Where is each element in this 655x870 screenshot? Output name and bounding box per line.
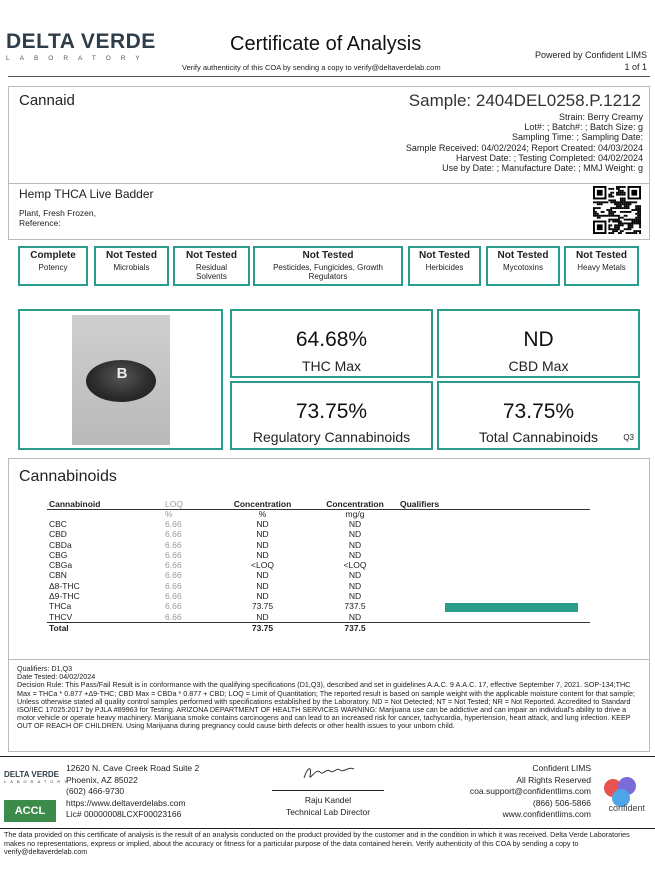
test-label: Mycotoxins bbox=[502, 263, 543, 272]
lims-rights: All Rights Reserved bbox=[516, 774, 591, 785]
cell-concentration-mg: ND bbox=[348, 591, 362, 602]
test-tile-heavy-metals bbox=[564, 246, 639, 286]
test-tile-potency bbox=[18, 246, 88, 286]
cell-cannabinoid: Δ9-THC bbox=[49, 591, 80, 602]
total-label: Total Cannabinoids bbox=[478, 429, 599, 445]
table-row bbox=[47, 570, 590, 580]
cell-concentration-pct: ND bbox=[256, 570, 269, 581]
cell-loq bbox=[165, 622, 215, 633]
test-status: Not Tested bbox=[576, 250, 627, 261]
total-value: 73.75% bbox=[502, 400, 575, 423]
product-photo bbox=[72, 315, 170, 445]
signature-line bbox=[272, 790, 384, 791]
table-row bbox=[47, 540, 590, 550]
lab-logo-word: DELTA VERDE bbox=[6, 30, 156, 53]
disclaimer-text: The data provided on this certificate of analysis is the result of an analysis conducted on the product provided by the customer and in the condition in which it was received. Delta Verde Laboratories makes no representations, express or implied, about the accuracy or fitness for a particular purpose of the data contained herein. Verify authenticity of this COA by sending a copy to verify@deltaverdelab.com bbox=[4, 830, 630, 857]
client-name: Cannaid bbox=[19, 92, 75, 109]
qualifiers-note: Qualifiers: D1,Q3 bbox=[17, 664, 73, 673]
col-concentration-pct: Concentration bbox=[215, 499, 310, 510]
signature-icon bbox=[300, 762, 360, 784]
cell-cannabinoid: CBN bbox=[49, 570, 67, 581]
cell-qualifiers bbox=[400, 550, 590, 560]
product-type: Plant, Fresh Frozen, bbox=[19, 208, 97, 218]
cell-cannabinoid: THCa bbox=[49, 601, 72, 612]
units-row bbox=[47, 510, 590, 520]
meta-sampling: Sampling Time: ; Sampling Date: bbox=[511, 132, 643, 143]
cell-loq: 6.66 bbox=[165, 570, 182, 581]
cell-loq: 6.66 bbox=[165, 529, 182, 540]
cell-cannabinoid: CBGa bbox=[49, 560, 73, 571]
jar-image bbox=[86, 360, 156, 402]
client-section bbox=[8, 86, 650, 184]
jar-logo-icon: B bbox=[116, 365, 128, 382]
regulatory-value: 73.75% bbox=[295, 400, 368, 423]
footer-logo-sub: LABORATORY bbox=[4, 779, 71, 784]
cell-concentration-mg: ND bbox=[348, 519, 362, 529]
product-description bbox=[19, 209, 96, 228]
thc-max-value: 64.68% bbox=[295, 328, 368, 351]
cell-cannabinoid: THCV bbox=[49, 611, 73, 622]
table-row bbox=[47, 601, 590, 611]
test-status: Not Tested bbox=[497, 250, 549, 261]
test-label: Pesticides, Fungicides, Growth Regulators bbox=[273, 263, 383, 281]
unit-concentration-pct: % bbox=[258, 509, 267, 519]
lims-website[interactable]: www.confidentlims.com bbox=[502, 809, 591, 819]
meta-useby: Use by Date: ; Manufacture Date: ; MMJ Weight: g bbox=[442, 163, 643, 174]
test-tile-solvents bbox=[173, 246, 250, 286]
cell-qualifiers bbox=[400, 529, 590, 539]
director-name: Raju Kandel bbox=[304, 795, 352, 805]
test-label: Herbicides bbox=[425, 263, 464, 272]
test-label: Residual Solvents bbox=[195, 263, 228, 281]
lims-email[interactable]: coa.support@confidentlims.com bbox=[469, 786, 591, 796]
cell-qualifiers bbox=[400, 622, 590, 633]
test-status: Not Tested bbox=[302, 250, 354, 261]
lims-phone: (866) 506-5866 bbox=[532, 797, 591, 808]
test-tile-herbicides bbox=[408, 246, 481, 286]
test-tile-pesticides bbox=[253, 246, 403, 286]
cannabinoids-table bbox=[47, 499, 590, 633]
meta-lot: Lot#: ; Batch#: ; Batch Size: g bbox=[524, 122, 643, 133]
unit-loq: % bbox=[165, 509, 173, 519]
cell-loq: 6.66 bbox=[165, 519, 182, 529]
cell-concentration-pct: ND bbox=[256, 519, 269, 529]
cell-concentration-pct: <LOQ bbox=[251, 560, 274, 571]
notes-text bbox=[17, 665, 645, 731]
cell-loq: 6.66 bbox=[165, 611, 182, 622]
lab-logo bbox=[6, 30, 181, 70]
table-row bbox=[47, 581, 590, 591]
unit-concentration-mg: mg/g bbox=[345, 509, 365, 519]
cell-qualifiers bbox=[400, 540, 590, 550]
lab-address bbox=[66, 763, 199, 821]
cell-qualifiers bbox=[400, 581, 590, 591]
cbd-max-label: CBD Max bbox=[508, 358, 569, 374]
cell-concentration-mg: ND bbox=[348, 549, 362, 560]
cell-concentration-mg: 737.5 bbox=[344, 601, 366, 612]
cbd-max-panel bbox=[437, 309, 640, 378]
sample-metadata bbox=[406, 112, 643, 173]
cell-loq: 6.66 bbox=[165, 580, 182, 591]
regulatory-label: Regulatory Cannabinoids bbox=[252, 429, 411, 445]
footer-lab-logo bbox=[4, 770, 71, 784]
test-label: Heavy Metals bbox=[577, 263, 626, 272]
cell-concentration-pct: ND bbox=[256, 580, 269, 591]
cell-concentration-pct: ND bbox=[256, 539, 269, 550]
address-street: 12620 N. Cave Creek Road Suite 2 bbox=[66, 763, 200, 773]
cell-concentration-mg: <LOQ bbox=[343, 560, 367, 571]
cell-cannabinoid: CBD bbox=[49, 529, 67, 540]
test-label: Potency bbox=[38, 263, 68, 272]
meta-strain: Strain: Berry Creamy bbox=[558, 112, 643, 122]
address-website[interactable]: https://www.deltaverdelabs.com bbox=[66, 797, 186, 808]
cell-concentration-mg: ND bbox=[348, 570, 362, 581]
cbd-max-value: ND bbox=[523, 328, 554, 351]
product-name: Hemp THCA Live Badder bbox=[19, 187, 154, 201]
lab-director bbox=[272, 795, 384, 818]
cell-cannabinoid: CBDa bbox=[49, 539, 72, 550]
cell-cannabinoid: Δ8-THC bbox=[49, 580, 80, 591]
table-row bbox=[47, 529, 590, 539]
qualifier-bar bbox=[445, 603, 578, 612]
table-row bbox=[47, 550, 590, 560]
regulatory-cannabinoids-panel bbox=[230, 381, 433, 450]
cell-concentration-mg: ND bbox=[348, 539, 362, 550]
cell-qualifiers bbox=[400, 570, 590, 580]
cell-concentration-pct: ND bbox=[256, 529, 269, 540]
cell-concentration-mg: 737.5 bbox=[310, 622, 400, 633]
cell-concentration-pct: 73.75 bbox=[215, 622, 310, 633]
col-concentration-mg: Concentration bbox=[310, 499, 400, 510]
test-tile-microbials bbox=[94, 246, 169, 286]
cell-concentration-pct: 73.75 bbox=[251, 601, 274, 612]
table-row bbox=[47, 519, 590, 529]
product-section bbox=[8, 184, 650, 240]
test-status: Not Tested bbox=[186, 250, 237, 261]
cell-cannabinoid: Total bbox=[47, 622, 165, 633]
thc-max-label: THC Max bbox=[301, 358, 362, 374]
confident-logo-icon bbox=[599, 776, 645, 822]
director-title: Technical Lab Director bbox=[285, 806, 371, 817]
table-total-row bbox=[47, 622, 590, 633]
col-loq: LOQ bbox=[165, 499, 215, 510]
page-number: 1 of 1 bbox=[624, 62, 647, 72]
notes-section bbox=[8, 660, 650, 752]
test-status: Not Tested bbox=[106, 250, 157, 261]
address-phone: (602) 466-9730 bbox=[66, 786, 125, 796]
cell-concentration-mg: ND bbox=[348, 529, 362, 540]
cell-loq: 6.66 bbox=[165, 591, 182, 602]
col-qualifiers: Qualifiers bbox=[400, 499, 590, 510]
cell-loq: 6.66 bbox=[165, 601, 182, 612]
product-reference: Reference: bbox=[19, 217, 61, 228]
table-header-row bbox=[47, 499, 590, 510]
meta-received: Sample Received: 04/02/2024; Report Created: 04/03/2024 bbox=[405, 142, 643, 153]
product-image-panel bbox=[18, 309, 223, 450]
verify-notice: Verify authenticity of this COA by sending a copy to verify@deltaverdelab.com bbox=[182, 63, 441, 72]
cell-qualifiers bbox=[400, 519, 590, 529]
footer-divider-2 bbox=[0, 828, 655, 829]
sample-id: Sample: 2404DEL0258.P.1212 bbox=[408, 91, 641, 110]
date-tested-note: Date Tested: 04/02/2024 bbox=[17, 672, 96, 682]
page-title: Certificate of Analysis bbox=[230, 33, 422, 55]
header-divider bbox=[8, 76, 650, 77]
test-status: Complete bbox=[30, 250, 76, 261]
footer-logo-word: DELTA VERDE bbox=[4, 770, 59, 779]
table-row bbox=[47, 560, 590, 570]
cell-qualifiers bbox=[400, 591, 590, 601]
qr-code-icon[interactable] bbox=[593, 186, 641, 234]
footer-divider bbox=[0, 756, 655, 757]
cell-concentration-pct: ND bbox=[256, 611, 269, 622]
test-tile-mycotoxins bbox=[486, 246, 560, 286]
table-row bbox=[47, 612, 590, 623]
confident-logo-word: confident bbox=[608, 803, 645, 813]
meta-harvest: Harvest Date: ; Testing Completed: 04/02/2024 bbox=[456, 152, 643, 163]
cell-qualifiers bbox=[400, 601, 590, 611]
cell-qualifiers bbox=[400, 612, 590, 623]
cannabinoids-section bbox=[8, 458, 650, 660]
cell-cannabinoid: CBG bbox=[49, 549, 68, 560]
test-label: Microbials bbox=[113, 263, 150, 272]
lims-info bbox=[470, 763, 591, 821]
cell-concentration-mg: ND bbox=[348, 611, 362, 622]
powered-by: Powered by Confident LIMS bbox=[534, 50, 647, 60]
cannabinoids-title: Cannabinoids bbox=[19, 468, 117, 485]
address-city: Phoenix, AZ 85022 bbox=[66, 774, 138, 785]
cell-concentration-pct: ND bbox=[256, 549, 269, 560]
thc-max-panel bbox=[230, 309, 433, 378]
col-cannabinoid: Cannabinoid bbox=[47, 499, 165, 510]
test-status: Not Tested bbox=[419, 250, 470, 261]
total-cannabinoids-panel bbox=[437, 381, 640, 450]
cell-qualifiers bbox=[400, 560, 590, 570]
lims-name: Confident LIMS bbox=[532, 763, 591, 773]
table-row bbox=[47, 591, 590, 601]
total-qualifier-tag: Q3 bbox=[623, 433, 634, 442]
cell-loq: 6.66 bbox=[165, 549, 182, 560]
lab-logo-sub: LABORATORY bbox=[6, 55, 150, 62]
cell-concentration-mg: ND bbox=[348, 580, 362, 591]
cell-loq: 6.66 bbox=[165, 560, 182, 571]
decision-rule-note: Decision Rule: This Pass/Fail Result is in conformance with the qualifying specifications (D1,Q3), described and set in guidelines A.A.C. 9 A.A.C. 17, effective September 7, 2021. SOP-134;THC Max = THCa * 0.877 +Δ9-THC; CBD Max = CBDa * 0.877 + CBD; LOQ = Limit of Quantitation; The reported result is based on sample weight with the applicable moisture content for that sample; Unless otherwise stated all quality control samples performed with specifications established by the Laboratory. ND = Not Detected; NT = Not Tested; NR = Not Reported. Accredited to Standard ISO/IEC 17025:2017 by PJLA #89963 for Testing. ARIZONA DEPARTMENT OF HEALTH SERVICES WARNING: Marijuana use can be addictive and can impair an individual's ability to drive a motor vehicle or operate heavy machinery. Marijuana smoke contains carcinogens and can lead to an increased risk for cancer, tachycardia, hypertension, heart attack, and lung infection. KEEP OUT OF REACH OF CHILDREN. Using Marijuana during pregnancy could cause birth defects or other health issues to your unborn child. bbox=[17, 680, 635, 731]
address-license: Lic# 00000008LCXF00023166 bbox=[66, 809, 182, 819]
cell-cannabinoid: CBC bbox=[49, 519, 67, 529]
cell-loq: 6.66 bbox=[165, 539, 182, 550]
accl-badge: ACCL bbox=[4, 800, 56, 822]
cell-concentration-pct: ND bbox=[256, 591, 269, 602]
